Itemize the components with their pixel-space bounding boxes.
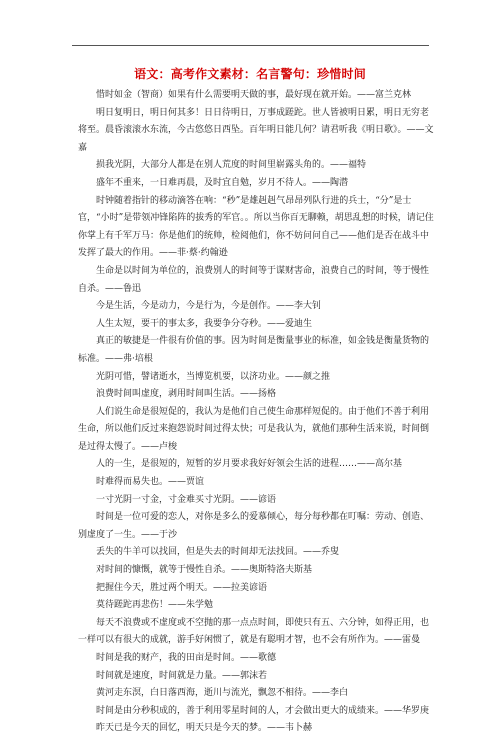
paragraph: 昨天已是今天的回忆，明天只是今天的梦。——韦卜赫 [96, 723, 313, 734]
paragraph: 时难得而易失也。——贾谊 [96, 477, 205, 488]
paragraph: 浪费时间叫虚度，剥用时间叫生活。——扬格 [96, 389, 277, 400]
paragraph: 时间是由分秒积成的，善于利用零星时间的人，才会做出更大的成绩来。——华罗庚 [96, 705, 430, 716]
paragraph: 人们说生命是很短促的，我认为是他们自己使生命那样短促的。由于他们不善于利用生命，所以他们反过来抱怨说时间过得太快；可是我认为，就他们那种生活来说，时间倒是过得太慢了。——卢梭 [78, 406, 430, 452]
paragraph: 明日复明日，明日何其多！日日待明日，万事成蹉跎。世人皆被明日累，明日无穷老将至。晨昏滚滚水东流，今古悠悠日西坠。百年明日能几何？请君听我《明日歌》。——文嘉 [78, 107, 434, 153]
paragraph: 生命是以时间为单位的，浪费别人的时间等于谋财害命，浪费自己的时间，等于慢性自杀。——鲁迅 [78, 265, 430, 294]
paragraph: 真正的敏捷是一件很有价值的事。因为时间是衡量事业的标准，如金钱是衡量货物的标准。——弗·培根 [78, 336, 430, 364]
paragraph: 人生太短，要干的事太多，我要争分夺秒。——爱迪生 [96, 318, 313, 329]
paragraph: 对时间的慷慨，就等于慢性自杀。——奥斯特洛夫斯基 [96, 565, 313, 576]
paragraph: 时间是一位可爱的恋人，对你是多么的爱慕倾心，每分每秒都在叮嘱：劳动、创造、别虚度了一生。——于沙 [78, 512, 430, 540]
paragraph: 光阴可惜，譬诸逝水，当博览机要，以济功业。——颜之推 [96, 371, 331, 382]
header-rule [72, 45, 429, 46]
paragraph: 损我光阴，大部分人都是在别人荒度的时间里崭露头角的。——福特 [96, 160, 367, 171]
paragraph: 今是生活，今是动力，今是行为，今是创作。——李大钊 [96, 301, 322, 312]
paragraph: 惜时如金（智商）如果有什么需要明天做的事，最好现在就开始。——富兰克林 [96, 90, 412, 100]
paragraph: 每天不浪费或不虚度或不空抛的那一点点时间，即使只有五、六分钟，如得正用，也一样可以有很大的成就，游手好闲惯了，就是有聪明才智，也不会有所作为。——雷曼 [78, 617, 430, 646]
paragraph: 时间是我的财产，我的田亩是时间。——歌德 [96, 653, 277, 663]
paragraph: 黄河走东溟，白日落西海，逝川与流光，飘忽不相待。——李白 [96, 688, 349, 699]
paragraph: 人的一生，是很短的，短暂的岁月要求我好好领会生活的进程……——高尔基 [96, 459, 403, 470]
paragraph: 把握住今天，胜过两个明天。——拉美谚语 [96, 582, 268, 593]
paragraph: 莫待蹉跎再悲伤！——朱学勉 [96, 600, 214, 611]
paragraph: 时钟随着指针的移动滴答在响：“秒”是雄赳赳气昂昂列队行进的兵士，“分”是士官，“小时”是带领冲锋陷阵的拔秀的军官。。所以当你百无聊赖，胡思乱想的时候，请记住你掌上有千军万马：你是他们的统帅，检阅他们，你不妨问问自己——他们是否在战斗中发挥了最大的作用。——菲·蔡·约翰逊 [78, 195, 434, 259]
paragraph: 时间就是速度，时间就是力量。——郭沫若 [96, 670, 268, 681]
paragraph: 盛年不重来，一日难再晨，及时宜自勉，岁月不待人。——陶潜 [96, 177, 349, 188]
paragraph: 一寸光阴一寸金，寸金难买寸光阴。——谚语 [96, 494, 277, 505]
paragraph: 丢失的牛羊可以找回，但是失去的时间却无法找回。——乔叟 [96, 547, 340, 558]
document-body [78, 87, 434, 738]
document-title: 语文：高考作文素材：名言警句：珍惜时间 [134, 67, 366, 81]
